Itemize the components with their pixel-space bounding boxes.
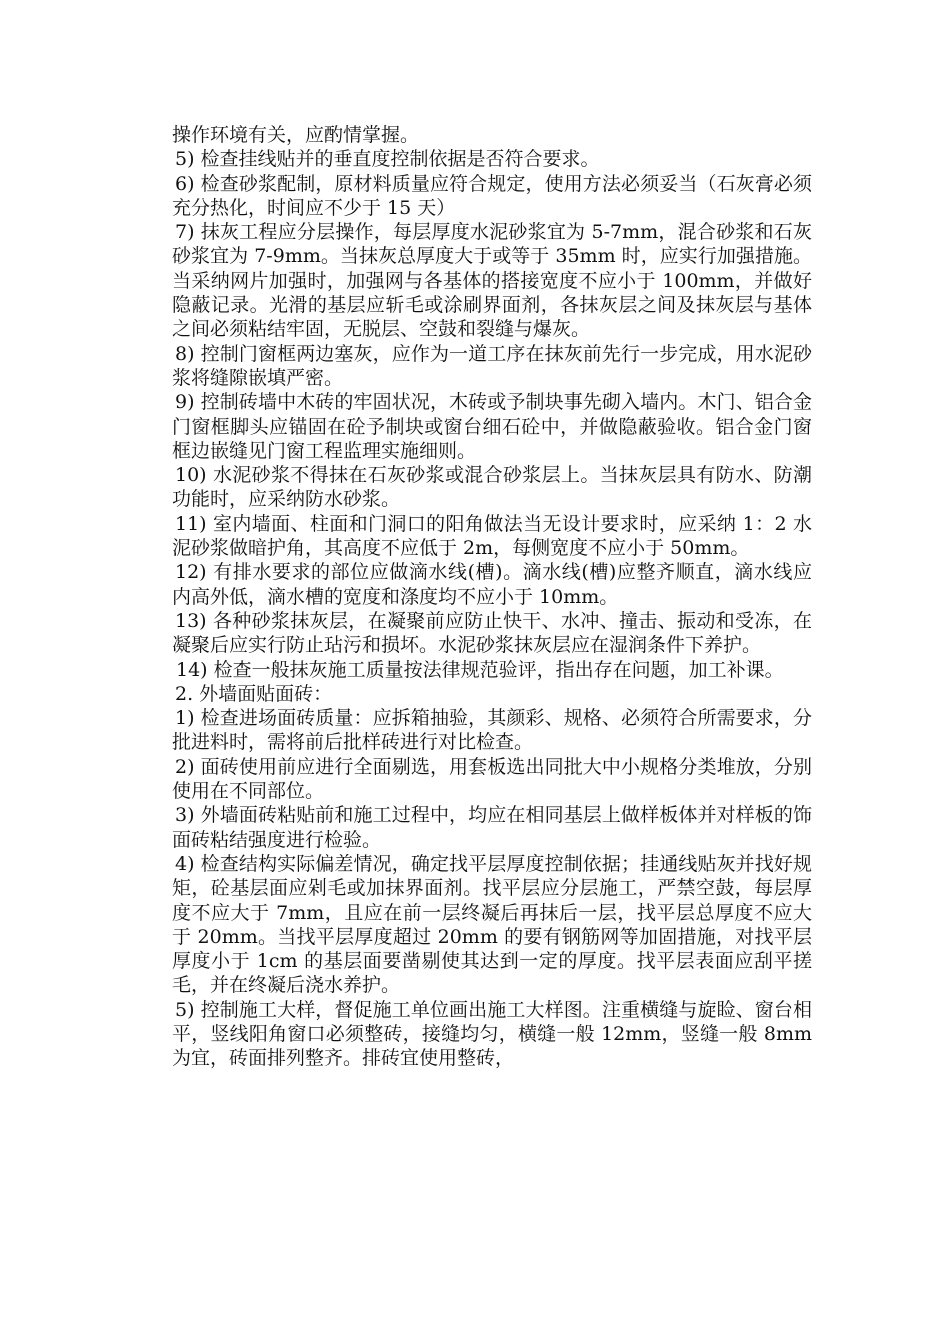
document-body bbox=[172, 123, 812, 1071]
paragraph-tile-item-1: 1) 检查进场面砖质量：应拆箱抽验，其颜彩、规格、必须符合所需要求，分批进料时，需将前后批样砖进行对比检查。 bbox=[172, 707, 812, 754]
paragraph-tile-item-5: 5) 控制施工大样，督促施工单位画出施工大样图。注重横缝与旋睑、窗台相平，竖线阳角窗口必须整砖，接缝均匀，横缝一般 12mm，竖缝一般 8mm 为宜，砖面排列整齐。排砖宜使用整砖， bbox=[172, 998, 812, 1070]
paragraph-item-9: 9) 控制砖墙中木砖的牢固状况，木砖或予制块事先砌入墙内。木门、铝合金门窗框脚头应锚固在砼予制块或窗台细石砼中，并做隐蔽验收。铝合金门窗框边嵌缝见门窗工程监理实施细则。 bbox=[172, 391, 812, 462]
paragraph-item-8: 8) 控制门窗框两边塞灰，应作为一道工序在抹灰前先行一步完成，用水泥砂浆将缝隙嵌填严密。 bbox=[172, 342, 812, 389]
paragraph-item-14: 14) 检查一般抹灰施工质量按法律规范验评，指出存在问题，加工补课。 bbox=[176, 658, 784, 681]
paragraph-continuation: 操作环境有关，应酌情掌握。 bbox=[172, 124, 420, 146]
paragraph-tile-item-2: 2) 面砖使用前应进行全面剔选，用套板选出同批大中小规格分类堆放，分别使用在不同部位。 bbox=[172, 755, 812, 803]
paragraph-tile-item-3: 3) 外墙面砖粘贴前和施工过程中，均应在相同基层上做样板体并对样板的饰面砖粘结强度进行检验。 bbox=[172, 804, 812, 851]
paragraph-tile-item-4: 4) 检查结构实际偏差情况，确定找平层厚度控制依据；挂通线贴灰并找好规矩，砼基层面应剁毛或加抹界面剂。找平层应分层施工，严禁空鼓，每层厚度不应大于 7mm，且应在前一层终凝后再抹后一层，找平层总厚度不应大于 20mm。当找平层厚度超过 20mm 的要有钢筋网等加固措施，对找平层厚度小于 1cm 的基层面要凿剔使其达到一定的厚度。找平层表面应刮平搓毛，并在终凝后浇水养护。 bbox=[172, 852, 812, 997]
section-heading-exterior-tiles: 2. 外墙面贴面砖： bbox=[175, 682, 333, 705]
paragraph-item-12: 12) 有排水要求的部位应做滴水线(槽)。滴水线(槽)应整齐顺直，滴水线应内高外低，滴水槽的宽度和涤度均不应小于 10mm。 bbox=[172, 561, 812, 608]
paragraph-item-7: 7) 抹灰工程应分层操作，每层厚度水泥砂浆宜为 5-7mm，混合砂浆和石灰砂浆宜为 7-9mm。当抹灰总厚度大于或等于 35mm 时，应实行加强措施。当采纳网片加强时，加强网与各基体的搭接宽度不应小于 100mm，并做好隐蔽记录。光滑的基层应斩毛或涂刷界面剂，各抹灰层之间及抹灰层与基体之间必须粘结牢固，无脱层、空鼓和裂缝与爆灰。 bbox=[172, 221, 812, 341]
paragraph-item-5: 5) 检查挂线贴并的垂直度控制依据是否符合要求。 bbox=[175, 148, 600, 171]
paragraph-item-6: 6) 检查砂浆配制，原材料质量应符合规定，使用方法必须妥当（石灰膏必须充分热化，时间应不少于 15 天） bbox=[172, 172, 812, 219]
paragraph-item-10: 10) 水泥砂浆不得抹在石灰砂浆或混合砂浆层上。当抹灰层具有防水、防潮功能时，应采纳防水砂浆。 bbox=[172, 464, 812, 511]
paragraph-item-13: 13) 各种砂浆抹灰层，在凝聚前应防止快干、水冲、撞击、振动和受冻，在凝聚后应实行防止玷污和损坏。水泥砂浆抹灰层应在湿润条件下养护。 bbox=[172, 609, 812, 657]
paragraph-item-11: 11) 室内墙面、柱面和门洞口的阳角做法当无设计要求时，应采纳 1：2 水泥砂浆做暗护角，其高度不应低于 2m，每侧宽度不应小于 50mm。 bbox=[172, 512, 812, 560]
